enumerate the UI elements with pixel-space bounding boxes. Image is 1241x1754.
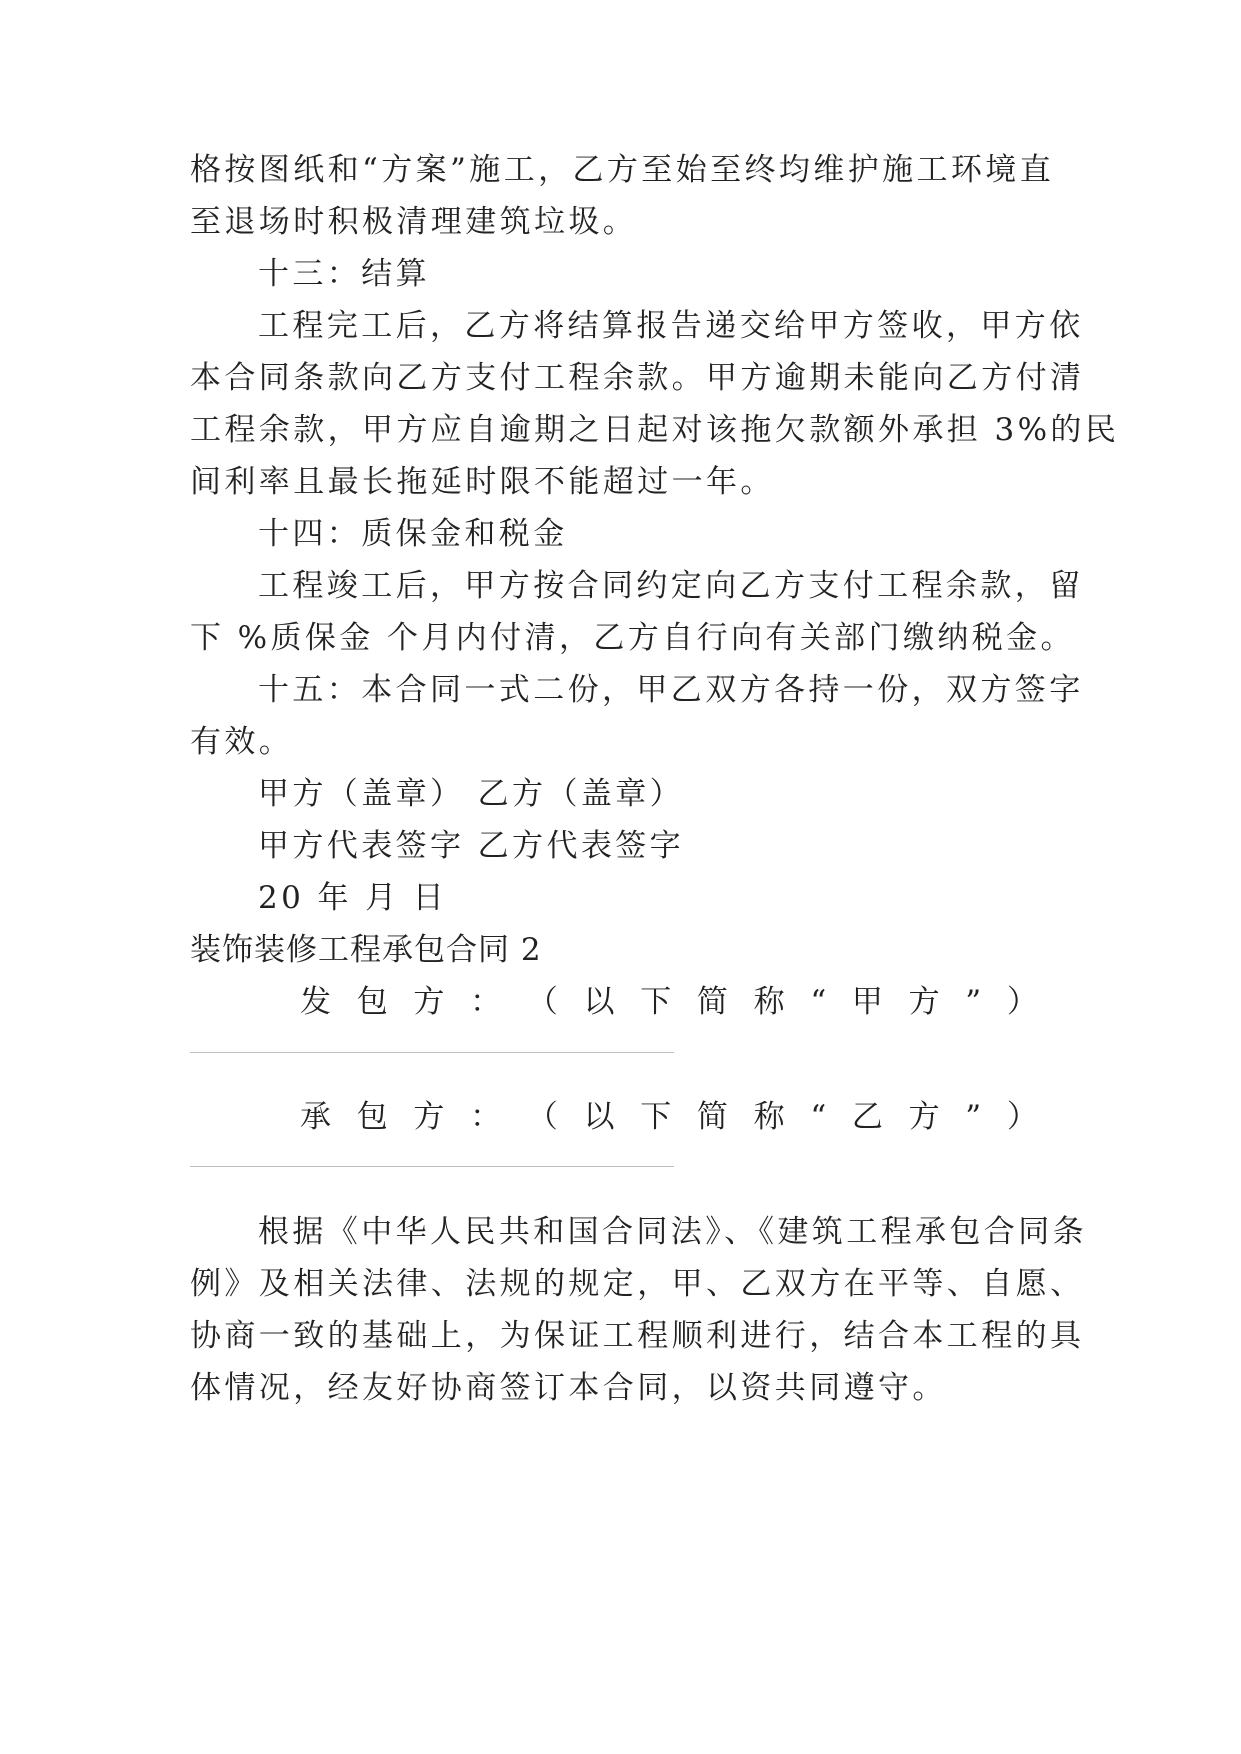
text-line: 工程完工后，乙方将结算报告递交给甲方签收，甲方依 — [258, 308, 1084, 344]
party-a-line — [300, 982, 1038, 1022]
party-a-char: 简 — [696, 984, 728, 1020]
text-line: 有效。 — [190, 724, 294, 760]
party-b-char: （ — [526, 1099, 558, 1135]
party-b-char: 承 — [300, 1099, 331, 1135]
party-b-char: ） — [1006, 1099, 1038, 1135]
party-a-char: 包 — [356, 984, 388, 1020]
text-line: 下 %质保金 个月内付清，乙方自行向有关部门缴纳税金。 — [190, 620, 1075, 656]
party-b-blank-rule — [190, 1166, 674, 1167]
party-a-char: ） — [1006, 984, 1038, 1020]
party-b-char: 下 — [640, 1099, 672, 1135]
signature-seal-line: 甲方（盖章） 乙方（盖章） — [258, 776, 685, 812]
party-a-char: ： — [470, 984, 502, 1020]
text-line: 根据《中华人民共和国合同法》、《建筑工程承包合同条 — [258, 1214, 1087, 1250]
party-a-char: 方 — [908, 984, 940, 1020]
party-a-char: 以 — [583, 984, 615, 1020]
text-line: 工程竣工后，甲方按合同约定向乙方支付工程余款，留 — [258, 568, 1084, 604]
party-a-char: 称 — [753, 984, 785, 1020]
party-b-char: 方 — [908, 1099, 940, 1135]
text-line: 格按图纸和“方案”施工，乙方至始至终均维护施工环境直 — [190, 152, 1055, 188]
party-b-char: ” — [965, 1099, 982, 1135]
date-line: 20 年 月 日 — [258, 880, 448, 916]
party-a-char: 方 — [413, 984, 445, 1020]
text-line: 体情况，经友好协商签订本合同，以资共同遵守。 — [190, 1370, 947, 1406]
document-title: 装饰装修工程承包合同 2 — [190, 932, 542, 968]
party-b-char: 简 — [696, 1099, 728, 1135]
party-a-blank-rule — [190, 1052, 674, 1053]
section-heading: 十四：质保金和税金 — [258, 516, 568, 552]
party-a-char: 下 — [640, 984, 672, 1020]
party-a-char: “ — [810, 984, 827, 1020]
party-b-char: “ — [810, 1099, 827, 1135]
text-line: 协商一致的基础上，为保证工程顺利进行，结合本工程的具 — [190, 1318, 1085, 1354]
party-a-char: 甲 — [851, 984, 883, 1020]
party-b-char: 方 — [413, 1099, 445, 1135]
text-line: 例》及相关法律、法规的规定，甲、乙双方在平等、自愿、 — [190, 1266, 1085, 1302]
section-heading: 十三：结算 — [258, 256, 430, 292]
party-a-char: ” — [965, 984, 982, 1020]
party-b-char: 包 — [356, 1099, 388, 1135]
signature-rep-line: 甲方代表签字 乙方代表签字 — [258, 828, 685, 864]
party-b-char: ： — [470, 1099, 502, 1135]
text-line: 间利率且最长拖延时限不能超过一年。 — [190, 464, 775, 500]
text-line: 至退场时积极清理建筑垃圾。 — [190, 204, 638, 240]
party-b-char: 以 — [583, 1099, 615, 1135]
text-line: 本合同条款向乙方支付工程余款。甲方逾期未能向乙方付清 — [190, 360, 1085, 396]
text-line: 工程余款，甲方应自逾期之日起对该拖欠款额外承担 3%的民 — [190, 412, 1120, 448]
party-a-char: （ — [526, 984, 558, 1020]
party-b-char: 称 — [753, 1099, 785, 1135]
party-a-char: 发 — [300, 984, 331, 1020]
party-b-char: 乙 — [851, 1099, 883, 1135]
party-b-line — [300, 1097, 1038, 1137]
text-line: 十五：本合同一式二份，甲乙双方各持一份，双方签字 — [258, 672, 1084, 708]
